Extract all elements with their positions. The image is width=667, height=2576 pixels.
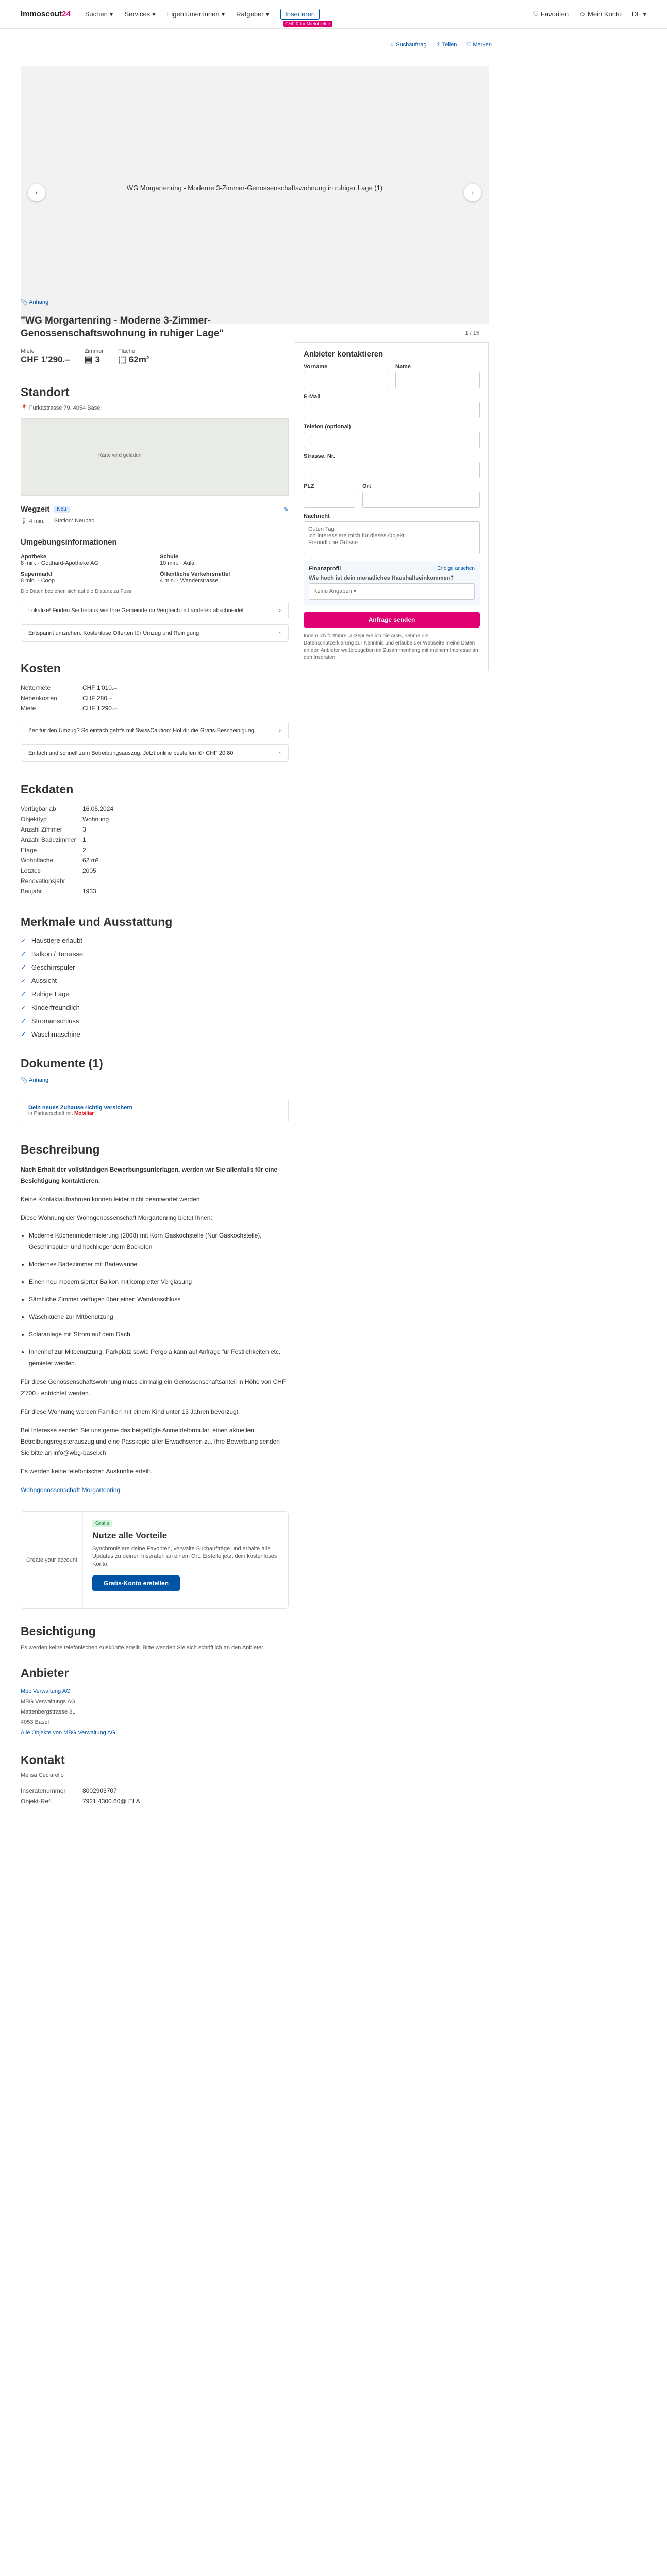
image-counter: 1 / 15: [465, 330, 479, 336]
nav-search[interactable]: Suchen ▾: [85, 10, 113, 18]
form-heading: Anbieter kontaktieren: [304, 350, 383, 359]
insert-badge: CHF 0 für Mietobjekte: [283, 21, 332, 27]
swisscaution-box[interactable]: Zeit für den Umzug? So einfach geht's mit SwissCaution: Hol dir die Gratis-Bescheinigung ›: [21, 722, 289, 739]
cooperative-link[interactable]: Wohngenossenschaft Morgartenring: [21, 1486, 121, 1494]
rent-value: CHF 1'290.–: [21, 354, 70, 365]
key-facts: Miete CHF 1'290.– Zimmer ▤ 3 Fläche ⬚ 62m²: [21, 348, 149, 365]
provider-info: Mbc Verwaltung AG MBG Verwaltungs AG Mattenbergstrasse 81 4053 Basel Alle Objekte von MBG Verwaltung AG: [21, 1688, 116, 1736]
costs-heading: Kosten: [21, 662, 61, 675]
description: Nach Erhalt der vollständigen Bewerbungsunterlagen, werden wir Sie allenfalls für eine Besichtigung kontaktieren. Keine Kontaktaufnahmen können leider nicht beantwortet werden. Diese Wohnung der Wohngenossenschaft Morgartenring bietet Ihnen: • Moderne Küchenmodernisierung (2008) mit Korn Gaskochstelle (Nur Gaskochstelle), Geschirrspüler und hochliegendem Backofen • Modernes Badezimmer mit Badewanne • Einen neu modernisierter Balkon mit kompletter Verglasung • Sämtliche Zimmer verfügen über einen Wandanschluss • Waschküche zur Mitbenutzung • Solaranlage mit Strom auf dem Dach • Innenhof zur Mitbenutzung. Parkplatz sowie Pergola kann auf Anfrage für Festlichkeiten etc. gemietet werden. Für diese Genossenschaftswohnung muss einmalig ein Genossenschaftsanteil in Höhe von CHF 2'700.- entrichtet werden. Für diese Wohnung werden Familien mit einem Kind unter 13 Jahren bevorzugt. Bei Interesse senden Sie uns gerne das beigefügte Anmeldeformular, einen aktuellen Betreibungsregisterauszug und eine Passkopie aller Erwachsenen zu. Ihre Bewerbung senden Sie bitte an info@wbg-basel.ch Es werden keine telefonischen Auskünfte erteilt. Wohngenossenschaft Morgartenring: [21, 1164, 289, 1496]
income-select[interactable]: Keine Angaben ▾: [309, 583, 475, 600]
share-button[interactable]: ⇪ Teilen: [436, 42, 457, 48]
language-select[interactable]: DE ▾: [631, 10, 646, 18]
rooms-value: ▤ 3: [84, 354, 100, 365]
provider-listings-link[interactable]: Alle Objekte von MBG Verwaltung AG: [21, 1730, 116, 1736]
location-map[interactable]: Karte wird geladen: [21, 418, 289, 496]
street-field[interactable]: [304, 462, 480, 478]
finance-link[interactable]: Erfolge ansehen: [437, 566, 475, 571]
contact-heading: Kontakt: [21, 1753, 65, 1767]
account-link[interactable]: ☺ Mein Konto: [579, 10, 622, 18]
contact-table: Inseratenummer 8002903707 Objekt-Ref. 7921.4300.60@ ELA: [21, 1787, 140, 1805]
document-link[interactable]: 📎 Anhang: [21, 1077, 49, 1084]
location-heading: Standort: [21, 385, 70, 399]
phone-field[interactable]: [304, 432, 480, 448]
area-value: ⬚ 62m²: [118, 354, 149, 365]
finance-profile: Finanzprofil Erfolge ansehen Wie hoch ist dein monatliches Haushaltseinkommen? Keine Angaben ▾: [304, 561, 480, 605]
lokalize-box[interactable]: Lokalize! Finden Sie heraus wie Ihre Gemeinde im Vergleich mit anderen abschneidet ›: [21, 602, 289, 619]
surroundings-title: Umgebungsinformationen: [21, 538, 117, 547]
city-field[interactable]: [362, 492, 480, 508]
search-alert-button[interactable]: ☆ Suchauftrag: [389, 42, 427, 48]
firstname-field[interactable]: [304, 372, 388, 388]
visit-heading: Besichtigung: [21, 1624, 96, 1638]
prev-image-button[interactable]: ‹: [28, 184, 45, 201]
nav-guide[interactable]: Ratgeber ▾: [236, 10, 270, 18]
email-field[interactable]: [304, 402, 480, 418]
main-nav: [85, 9, 330, 26]
listing-title: "WG Morgartenring - Moderne 3-Zimmer-Genossenschaftswohnung in ruhiger Lage": [21, 315, 224, 339]
moving-offers-box[interactable]: Entspannt umziehen: Kostenlose Offerten für Umzug und Reinigung ›: [21, 624, 289, 642]
edit-icon[interactable]: ✎: [283, 505, 289, 513]
surroundings-grid: Apotheke 8 min. · Gotthard-Apotheke AG Schule 10 min. · Aula Supermarkt 8 min. · Coop Öffentliche Verkehrsmittel 4 min. · Wanderstrasse: [21, 554, 230, 584]
image-gallery[interactable]: [21, 66, 489, 336]
lastname-field[interactable]: [395, 372, 480, 388]
account-promo: Create your account Gratis Nutze alle Vorteile Synchronisiere deine Favoriten, verwalte Suchaufträge und erhalte alle Updates zu deinen Inseraten an einem Ort. Erstelle jetzt dein kostenloses Konto. Gratis-Konto erstellen: [21, 1511, 289, 1609]
logo[interactable]: Immoscout24: [21, 10, 71, 19]
nav-owners[interactable]: Eigentümer:innen ▾: [166, 10, 225, 18]
next-image-button[interactable]: ›: [464, 184, 481, 201]
details-heading: Eckdaten: [21, 783, 74, 796]
insert-button[interactable]: Inserieren CHF 0 für Mietobjekte: [280, 9, 320, 20]
features-heading: Merkmale und Ausstattung: [21, 915, 173, 929]
site-header: [0, 0, 667, 29]
create-account-button[interactable]: Gratis-Konto erstellen: [92, 1575, 180, 1591]
contact-form: Anbieter kontaktieren Vorname Name E-Mail Telefon (optional) Strasse, Nr. PLZ Ort Nachricht Guten Tag Ich interessiere mich für dieses Objekt. Freundliche Grüsse Finanzprofil Erfolge ansehen Wie hoch ist dein monatliches Haushaltseinkommen? Keine Angaben ▾ Anfrage senden Indem ich fortfahre, akzeptiere ich die AGB, nehme die Datenschutzerklärung zur Kenntnis und erlaube der Webseite meine Daten an den Anbieter weiterzugeben im Zusammenhang mit meinem Interesse an den Inseraten.: [295, 342, 489, 671]
send-request-button[interactable]: Anfrage senden: [304, 612, 480, 628]
costs-table: Nettomiete CHF 1'010.– Nebenkosten CHF 280.– Miete CHF 1'290.–: [21, 684, 117, 713]
details-table: Verfügbar ab 16.05.2024 Objekttyp Wohnung Anzahl Zimmer 3 Anzahl Badezimmer 1 Etage 2. Wohnfläche 62 m² Letztes Renovationsjahr 2005 Baujahr 1933: [21, 805, 114, 895]
new-badge: Neu: [54, 506, 69, 513]
description-heading: Beschreibung: [21, 1143, 100, 1157]
debt-extract-box[interactable]: Einfach und schnell zum Betreibungsauszug. Jetzt online bestellen für CHF 20.80 ›: [21, 744, 289, 762]
gallery-caption: WG Morgartenring - Moderne 3-Zimmer-Genossenschaftswohnung in ruhiger Lage (1): [126, 184, 383, 192]
walktime-title: Wegzeit: [21, 505, 50, 514]
save-button[interactable]: ♡ Merken: [466, 42, 492, 48]
zip-field[interactable]: [304, 492, 355, 508]
listing-actions: [0, 29, 667, 48]
documents-heading: Dokumente (1): [21, 1057, 103, 1071]
provider-heading: Anbieter: [21, 1666, 69, 1680]
listing-main: 📎 Anhang "WG Morgartenring - Moderne 3-Zimmer-Genossenschaftswohnung in ruhiger Lage" Miete CHF 1'290.– Zimmer ▤ 3 Fläche ⬚ 62m² Standort 📍 Furkastrasse 79, 4054 Basel Karte wird geladen Wegzeit Neu ✎ 🚶 4 min. Station: Neubad Umgebungsinformationen Apotheke 8 min. · Gotthard-Apotheke AG Schule 10 min. · Aula Supermarkt 8 min. · Coop Öffentliche Verkehrsmittel 4 min. · Wanderstrasse Die Daten beziehen sich auf die Distanz zu Fuss Lokalize! Finden Sie heraus wie Ihre Gemeinde im Vergleich mit anderen abschneidet › Entspannt umziehen: Kostenlose Offerten für Umzug und Reinigung › Kosten Nettomiete CHF 1'010.– Nebenkosten CHF 280.– Miete CHF 1'290.– Zeit für den Umzug? So einfach geht's mit SwissCaution: Hol dir die Gratis-Bescheinigung › Einfach und schnell zum Betreibungsauszug. Jetzt online bestellen für CHF 20.80 › Eckdaten Verfügbar ab 16.05.2024 Objekttyp Wohnung Anzahl Zimmer 3 Anzahl Badezimmer 1 Etage 2. Wohnfläche 62 m² Letztes Renovationsjahr 2005 Baujahr 1933 Merkmale und Ausstattung ✓ Haustiere erlaubt ✓ Balkon / Terrasse ✓ Geschirrspüler ✓ Aussicht ✓ Ruhige Lage ✓ Kinderfreundlich ✓ Stromanschluss ✓ Waschmaschine Dokumente (1) 📎 Anhang Dein neues Zuhause richtig versichern in Partnerschaft mit Mobiliar Beschreibung Nach Erhalt der vollständigen Bewerbungsunterlagen, werden wir Sie allenfalls für eine Besichtigung kontaktieren. Keine Kontaktaufnahmen können leider nicht beantwortet werden. Diese Wohnung der Wohngenossenschaft Morgartenring bietet Ihnen: • Moderne Küchenmodernisierung (2008) mit Korn Gaskochstelle (Nur Gaskochstelle), Geschirrspüler und hochliegendem Backofen • Modernes Badezimmer mit Badewanne • Einen neu modernisierter Balkon mit kompletter Verglasung • Sämtliche Zimmer verfügen über einen Wandanschluss • Waschküche zur Mitbenutzung • Solaranlage mit Strom auf dem Dach • Innenhof zur Mitbenutzung. Parkplatz sowie Pergola kann auf Anfrage für Festlichkeiten etc. gemietet werden. Für diese Genossenschaftswohnung muss einmalig ein Genossenschaftsanteil in Höhe von CHF 2'700.- entrichtet werden. Für diese Wohnung werden Familien mit einem Kind unter 13 Jahren bevorzugt. Bei Interesse senden Sie uns gerne das beigefügte Anmeldeformular, einen aktuellen Betreibungsregisterauszug und eine Passkopie aller Erwachsenen zu. Ihre Bewerbung senden Sie bitte an info@wbg-basel.ch Es werden keine telefonischen Auskünfte erteilt. Wohngenossenschaft Morgartenring Create your account Gratis Nutze alle Vorteile Synchronisiere deine Favoriten, verwalte Suchaufträge und erhalte alle Updates zu deinen Inseraten an einem Ort. Erstelle jetzt dein kostenloses Konto. Gratis-Konto erstellen Besichtigung Es werden keine telefonischen Auskünfte erteilt. Bitte wenden Sie sich schriftlich an den Anbieter. Anbieter Mbc Verwaltung AG MBG Verwaltungs AG Mattenbergstrasse 81 4053 Basel Alle Objekte von MBG Verwaltung AG Kontakt Melisa Ceciarello Inseratenummer 8002903707 Objekt-Ref. 7921.4300.60@ ELA: [21, 299, 289, 1806]
walktime-info: 🚶 4 min. Station: Neubad: [21, 518, 95, 525]
features-list: ✓ Haustiere erlaubt ✓ Balkon / Terrasse ✓ Geschirrspüler ✓ Aussicht ✓ Ruhige Lage ✓ Kinderfreundlich ✓ Stromanschluss ✓ Waschmaschine: [21, 937, 84, 1039]
favorites-link[interactable]: ♡ Favoriten: [532, 10, 569, 18]
insurance-box[interactable]: Dein neues Zuhause richtig versichern in Partnerschaft mit Mobiliar: [21, 1099, 289, 1122]
address: 📍 Furkastrasse 79, 4054 Basel: [21, 405, 102, 412]
nav-services[interactable]: Services ▾: [124, 10, 156, 18]
message-field[interactable]: Guten Tag Ich interessiere mich für dieses Objekt. Freundliche Grüsse: [304, 521, 480, 554]
attachment-link[interactable]: 📎 Anhang: [21, 299, 49, 306]
